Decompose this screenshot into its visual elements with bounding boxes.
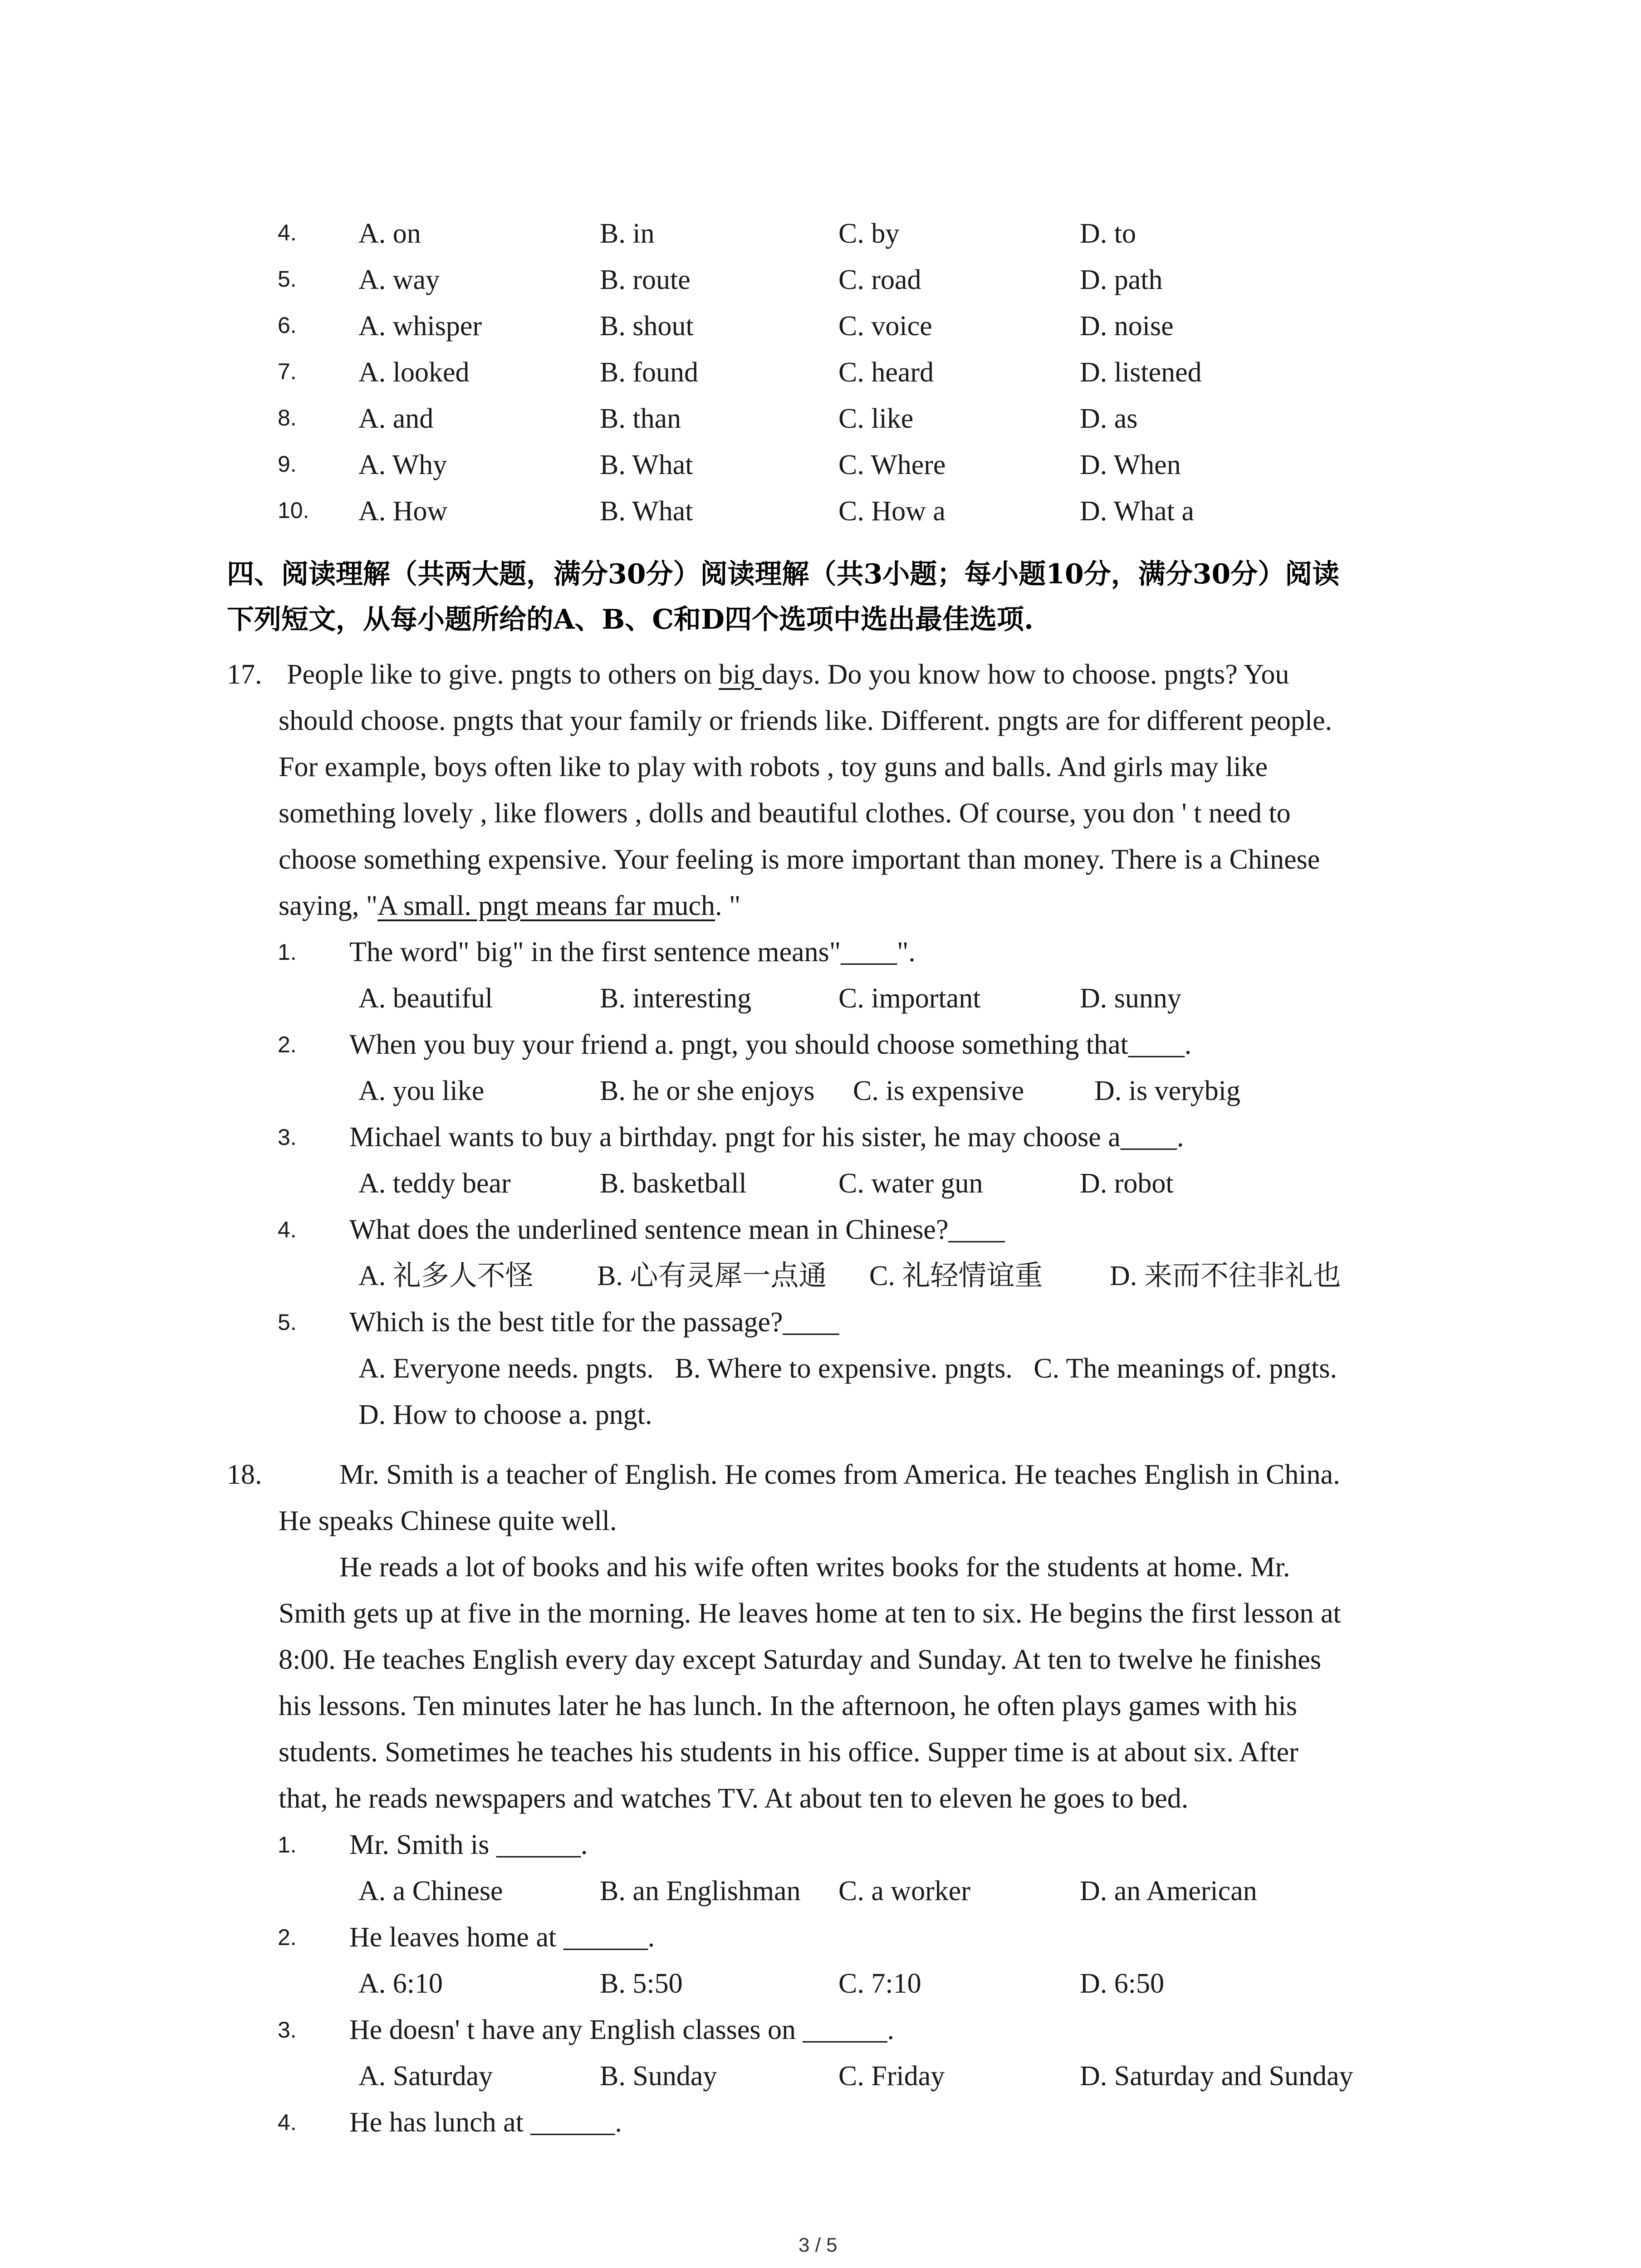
sub-question-number: 1. <box>278 1832 297 1857</box>
item-number: 6. <box>278 313 297 338</box>
option-a: A. beautiful <box>358 983 493 1014</box>
option-d: D. listened <box>1080 357 1202 388</box>
option-c: C. voice <box>838 311 932 342</box>
sub-question-text: He leaves home at ______. <box>349 1922 655 1953</box>
passage-line: Mr. Smith is a teacher of English. He comes from America. He teaches English in China. <box>339 1459 1340 1490</box>
page-number: 3 / 5 <box>798 2234 838 2256</box>
sub-question-text: What does the underlined sentence mean in Chinese?____ <box>349 1214 1005 1245</box>
option-c: C. by <box>838 218 900 249</box>
option-d: D. is verybig <box>1094 1075 1241 1106</box>
sub-question-text: When you buy your friend a. pngt, you should choose something that____. <box>349 1029 1192 1060</box>
item-number: 8. <box>278 405 297 430</box>
sub-question-number: 3. <box>278 1124 297 1150</box>
option-b: B. he or she enjoys <box>600 1075 815 1106</box>
sub-question-number: 3. <box>278 2017 297 2043</box>
option-d: D. path <box>1080 264 1163 295</box>
sub-question-number: 1. <box>278 939 297 965</box>
option-b: B. shout <box>600 311 694 342</box>
item-number: 4. <box>278 220 297 245</box>
option-d: D. sunny <box>1080 983 1181 1014</box>
item-number: 10. <box>278 498 309 523</box>
option-d: D. 6:50 <box>1080 1968 1164 1999</box>
sub-question-text: Mr. Smith is ______. <box>349 1829 588 1860</box>
option-c: C. heard <box>838 357 934 388</box>
option-b: B. an Englishman <box>600 1876 801 1906</box>
option-c: C. water gun <box>838 1168 983 1199</box>
option-a: A. on <box>358 218 421 249</box>
option-d: D. an American <box>1080 1876 1257 1906</box>
option-c: C. is expensive <box>853 1075 1024 1106</box>
option-c: C. 礼轻情谊重 <box>869 1261 1043 1291</box>
option-c: C. Where <box>838 450 946 480</box>
passage-text: days. Do you know how to choose. pngts? You <box>762 659 1289 690</box>
option-a: A. 6:10 <box>358 1968 443 1999</box>
sub-question-text: He has lunch at ______. <box>349 2107 622 2138</box>
passage-text: saying, " <box>279 890 378 921</box>
sub-question-number: 2. <box>278 1032 297 1057</box>
passage-line <box>279 892 740 920</box>
sub-question-text: Which is the best title for the passage?____ <box>349 1307 839 1338</box>
option-a: A. and <box>358 403 434 434</box>
sub-question-number: 4. <box>278 2110 297 2135</box>
option-b: B. What <box>600 450 693 480</box>
passage-line: choose something expensive. Your feeling is more important than money. There is a Chinese <box>279 844 1320 875</box>
option-b: B. Sunday <box>600 2061 717 2092</box>
option-b: B. found <box>600 357 698 388</box>
option-b: B. route <box>600 264 691 295</box>
passage-line: students. Sometimes he teaches his students in his office. Supper time is at about six. After <box>279 1737 1298 1768</box>
option-d: D. Saturday and Sunday <box>1080 2061 1353 2092</box>
passage-line: He reads a lot of books and his wife often writes books for the students at home. Mr. <box>339 1552 1290 1583</box>
option-a: A. Saturday <box>358 2061 493 2092</box>
section-heading-line1: 四、阅读理解（共两大题，满分30分）阅读理解（共3小题；每小题10分，满分30分）阅读 <box>227 558 1340 590</box>
option-b: B. interesting <box>600 983 752 1014</box>
passage-line: should choose. pngts that your family or friends like. Different. pngts are for different people. <box>279 705 1332 736</box>
passage-text: People like to give. pngts to others on <box>287 659 719 690</box>
option-a: A. 礼多人不怪 <box>358 1261 534 1291</box>
sub-question-text: The word" big" in the first sentence means"____". <box>349 937 916 968</box>
passage-line: For example, boys often like to play with robots , toy guns and balls. And girls may like <box>279 752 1268 782</box>
option-b: B. than <box>600 403 681 434</box>
underlined-sentence: A small. pngt means far much <box>377 890 715 921</box>
question-number: 18. <box>227 1459 262 1490</box>
item-number: 5. <box>278 266 297 292</box>
option-c: C. a worker <box>838 1876 970 1906</box>
passage-line: 8:00. He teaches English every day except Saturday and Sunday. At ten to twelve he finishes <box>279 1644 1321 1675</box>
options-line: A. Everyone needs. pngts. B. Where to expensive. pngts. C. The meanings of. pngts. <box>358 1353 1337 1384</box>
passage-line: He speaks Chinese quite well. <box>279 1505 617 1536</box>
passage-line: his lessons. Ten minutes later he has lunch. In the afternoon, he often plays games with his <box>279 1691 1297 1721</box>
sub-question-number: 4. <box>278 1217 297 1242</box>
sub-question-text: Michael wants to buy a birthday. pngt for his sister, he may choose a____. <box>349 1122 1184 1153</box>
options-line: D. How to choose a. pngt. <box>358 1399 652 1430</box>
option-b: B. 5:50 <box>600 1968 683 1999</box>
option-b: B. 心有灵犀一点通 <box>597 1261 827 1291</box>
option-a: A. looked <box>358 357 470 388</box>
option-d: D. 来而不往非礼也 <box>1110 1261 1341 1291</box>
option-d: D. as <box>1080 403 1138 434</box>
passage-line: something lovely , like flowers , dolls and beautiful clothes. Of course, you don ' t need to <box>279 798 1291 829</box>
passage-line: Smith gets up at five in the morning. He leaves home at ten to six. He begins the first lesson at <box>279 1598 1341 1629</box>
sub-question-text: He doesn' t have any English classes on ______. <box>349 2014 895 2045</box>
option-c: C. 7:10 <box>838 1968 921 1999</box>
passage-line <box>287 660 1289 689</box>
option-c: C. road <box>838 264 921 295</box>
passage-text: . " <box>715 890 741 921</box>
underlined-word: big <box>719 659 762 690</box>
option-c: C. Friday <box>838 2061 945 2092</box>
question-number: 17. <box>227 659 262 690</box>
option-b: B. in <box>600 218 655 249</box>
option-a: A. whisper <box>358 311 482 342</box>
option-a: A. you like <box>358 1075 485 1106</box>
option-b: B. basketball <box>600 1168 747 1199</box>
option-a: A. How <box>358 496 448 527</box>
option-a: A. way <box>358 264 440 295</box>
item-number: 7. <box>278 359 297 384</box>
option-a: A. a Chinese <box>358 1876 503 1906</box>
option-a: A. teddy bear <box>358 1168 511 1199</box>
option-d: D. to <box>1080 218 1136 249</box>
option-d: D. When <box>1080 450 1181 480</box>
passage-line: that, he reads newspapers and watches TV. At about ten to eleven he goes to bed. <box>279 1783 1189 1814</box>
option-c: C. important <box>838 983 981 1014</box>
option-d: D. What a <box>1080 496 1194 527</box>
option-d: D. noise <box>1080 311 1174 342</box>
option-b: B. What <box>600 496 693 527</box>
sub-question-number: 2. <box>278 1925 297 1950</box>
item-number: 9. <box>278 451 297 477</box>
section-heading-line2: 下列短文，从每小题所给的A、B、C和D四个选项中选出最佳选项. <box>227 604 1034 635</box>
option-d: D. robot <box>1080 1168 1174 1199</box>
sub-question-number: 5. <box>278 1310 297 1335</box>
option-c: C. How a <box>838 496 945 527</box>
option-c: C. like <box>838 403 914 434</box>
option-a: A. Why <box>358 450 447 480</box>
